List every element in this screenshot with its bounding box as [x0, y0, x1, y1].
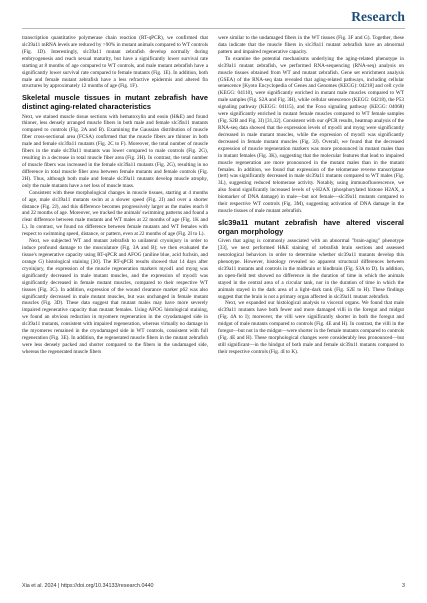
paragraph: Given that aging is commonly associated with an abnormal "brain-aging" phenotype [33], we next performed H&E staining of zebrafish brain sections and assessed neurological behaviors in order to determine whether slc39a11 mutants develop this phenotype. However, histology revealed no apparent structural differences between slc39a11 mutants and controls in the midbrain or hindbrain (Fig. S3A to D). In addition, an open-field test showed no difference in the duration of time in which the animals stayed in the central area of a circular tank, nor in the duration of time in which the animals stayed in the dark area of a light–dark tank (Fig. S2E to H). These findings suggest that the brain is not a primary organ affected in slc39a11 mutant zebrafish.: [218, 238, 404, 300]
section-name: Research: [351, 9, 405, 24]
paragraph: Next, we stained muscle tissue sections with hematoxylin and eosin (H&E) and found thinner, less densely arranged muscle fibers in both male and female slc39a11 mutants compared to controls (Fig. 2A and B). Examining the Gaussian distribution of muscle fiber cross-sectional area (FCSA) confirmed that the muscle fibers are thinner in both male and female slc39a11 mutants (Fig. 2C to F). Moreover, the total number of muscle fibers in the male slc39a11 mutants was lower compared to male controls (Fig. 2G), resulting in a decrease in total muscle fiber area (Fig. 2H). In contrast, the total number of muscle fibers was increased in the female slc39a11 mutants (Fig. 2G), resulting in no difference in total muscle fiber area between female mutants and female controls (Fig. 2H). Thus, although both male and female slc39a11 mutants develop muscle atrophy, only the male mutants have a net loss of muscle mass.: [22, 113, 208, 189]
paragraph: To examine the potential mechanisms underlying the aging-related phenotype in slc39a11 mutant zebrafish, we performed RNA-sequencing (RNA-seq) analysis on muscle tissues obtained from WT and mutant zebrafish. Gene set enrichment analysis (GSEA) of the RNA-seq data revealed that aging-related pathways, including cellular senescence [Kyoto Encyclopedia of Genes and Genomes (KEGG): 04218] and cell cycle (KEGG: 04110), were significantly enriched in mutant male muscles compared to WT male samples (Fig. S2A and Fig. 3H), while cellular senescence (KEGG: 04218), the P53 signaling pathway (KEGG: 04115), and the Foxo signaling pathway (KEGG: 04068) were significantly enriched in mutant female muscles compared to WT female samples (Fig. S2B and Fig. 3I) [31,32]. Consistent with our qPCR results, heatmap analysis of the RNA-seq data showed that the expression levels of myod1 and myog were significantly decreased in male mutant muscles, while the expression of myod1 was significantly decreased in female mutant muscles (Fig. 3J). Overall, we found that the decreased expression of muscle regeneration markers was more pronounced in mutant males than in mutant females (Fig. 3K), suggesting that the molecular features that lead to impaired muscle regeneration are more pronounced in the mutant males than in the mutant females. In addition, we found that expression of the telomerase reverse transcriptase (tert) was significantly decreased in male slc39a11 mutants compared to WT males (Fig. 3L), suggesting reduced telomerase activity. Notably, using immunofluorescence, we also found significantly increased levels of γ-H2AX (phosphorylated histone H2AX, a biomarker of DNA damage) in male—but not female—slc39a11 mutants compared to their respective WT controls (Fig. 3M), suggesting activation of DNA damage in the muscle tissues of male mutant zebrafish.: [218, 55, 404, 215]
header-divider: [22, 28, 405, 29]
left-column: [22, 35, 208, 563]
paragraph: Next, we expanded our histological analysis to visceral organs. We found that male slc39a11 mutants have both fewer and more damaged villi in the foregut and midgut (Fig. 4A to I); moreover, the villi were significantly shorter in both the foregut and midgut of male mutants compared to controls (Fig. 4E and H). In contrast, the villi in the foregut—but not in the midgut—were shorter in the female mutants compared to controls (Fig. 4E and H). These morphological changes were considerably less pronounced—but still significant—in the hindgut of both male and female slc39a11 mutants compared to their respective controls (Fig. 4I to K).: [218, 300, 404, 355]
paragraph: transcription quantitative polymerase chain reaction (RT-qPCR), we confirmed that slc39a11 mRNA levels are reduced by >90% in mutant animals compared to WT controls (Fig. 1D). Interestingly, slc39a11 mutant zebrafish develop normally during embryogenesis and reach sexual maturity, but have a significantly lower survival rate starting at 8 months of age compared to WT controls, and male mutant zebrafish have a significantly lower survival rate compared to female mutants (Fig. 1E). In addition, both male and female mutant zebrafish have a less refractive epidermis and altered fin structures by approximately 12 months of age (Fig. 1F).: [22, 35, 208, 90]
section-heading: Skeletal muscle tissues in mutant zebrafish have distinct aging-related characteristics: [22, 93, 208, 111]
paragraph: Next, we subjected WT and mutant zebrafish to unilateral cryoinjury in order to induce profound damage to the musculature (Fig. 3A and B); we then evaluated the tissue's regenerative capacity using RT-qPCR and AFOG (aniline blue, acid fuchsin, and orange G) histological staining [30]. The RT-qPCR results showed that 14 days after cryoinjury, the expression of the muscle regeneration markers myod1 and myog was significantly decreased in male mutant muscles, and the expression of myod1 was significantly decreased in female mutant muscles, compared to their respective WT tissues (Fig. 3C). In addition, expression of the wound clearance marker p62 was also significantly decreased in male mutant muscles, but was unchanged in female mutant muscles (Fig. 3D). These data suggest that mutant males may have more severely impaired regenerative capacity than mutant females. Using AFOG histological staining, we found an obvious reduction in myomere regeneration in the cryodamaged side in slc39a11 mutants, consistent with impaired regeneration, whereas virtually no damage in the myomeres remained in the cryodamaged side in WT controls, consistent with full regeneration (Fig. 3E). In addition, the regenerated muscle fibers in the mutant zebrafish were less densely packed and shorter compared to the fibers in the undamaged side, whereas the regenerated muscle fibers: [22, 238, 208, 355]
citation-text: Xia et al. 2024 | https://doi.org/10.34133/research.0440: [22, 583, 154, 589]
right-column: [218, 35, 404, 563]
paragraph: were similar to the undamaged fibers in the WT tissues (Fig. 3F and G). Together, these data indicate that the muscle fibers in slc39a11 mutant zebrafish have an abnormal pattern and impaired regenerative capacity.: [218, 35, 404, 55]
paragraph: Consistent with these morphological changes in muscle tissues, starting at 4 months of age, male slc39a11 mutants swim at a slower speed (Fig. 2I) and over a shorter distance (Fig. 2J), and this difference becomes progressively larger as the males reach 8 and 22 months of age. Moreover, we tracked the animals' swimming patterns and found a clear difference between male mutants and WT males at 22 months of age (Fig. 1K and L). In contrast, we found no difference between female mutants and WT females with respect to swimming speed, distance, or pattern, even at 22 months of age (Fig. 2I to L).: [22, 189, 208, 238]
page-number: 3: [402, 583, 405, 589]
section-heading: slc39a11 mutant zebrafish have altered visceral organ morphology: [218, 217, 404, 236]
